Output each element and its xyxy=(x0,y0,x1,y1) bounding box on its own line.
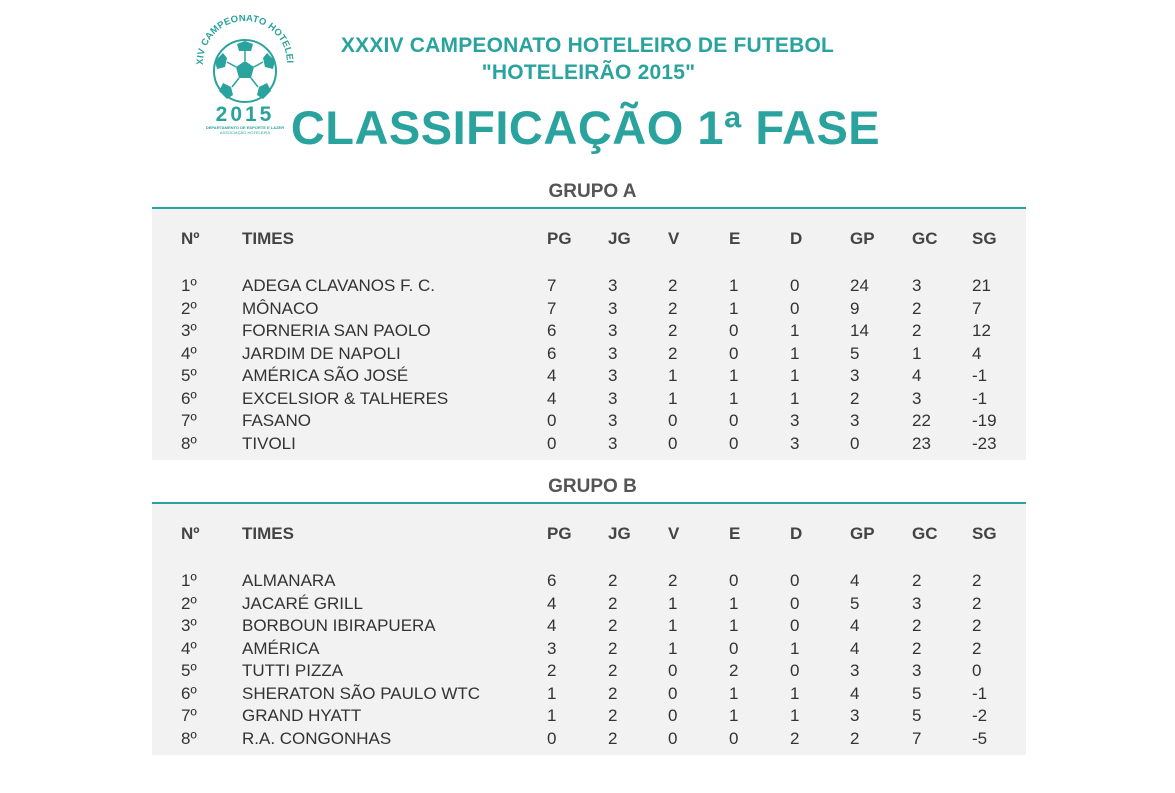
table-row xyxy=(152,389,1026,412)
cell-e: 1 xyxy=(729,366,739,385)
page-title: CLASSIFICAÇÃO 1ª FASE xyxy=(290,101,881,154)
cell-v: 0 xyxy=(668,728,678,748)
cell-gp: 24 xyxy=(850,276,869,295)
cell-gc: 22 xyxy=(912,411,931,430)
table-row xyxy=(152,661,1026,684)
cell-pg: 4 xyxy=(547,616,557,635)
cell-v: 2 xyxy=(668,298,678,318)
cell-v: 2 xyxy=(668,343,678,363)
cell-pg: 4 xyxy=(547,366,557,385)
col-header-pos: Nº xyxy=(181,229,200,248)
col-header-d: D xyxy=(790,229,803,248)
cell-pos: 1º xyxy=(181,571,197,590)
cell-team: FASANO xyxy=(242,411,311,430)
cell-sg: 2 xyxy=(972,593,982,613)
cell-team: ADEGA CLAVANOS F. C. xyxy=(242,276,436,295)
cell-d: 0 xyxy=(790,661,800,680)
col-header-e: E xyxy=(729,229,741,248)
cell-pg: 0 xyxy=(547,411,557,430)
group-b-rows xyxy=(152,571,1026,751)
cell-d: 1 xyxy=(790,388,800,408)
col-header-v: V xyxy=(668,229,680,248)
cell-gp: 2 xyxy=(850,388,860,408)
cell-pos: 4º xyxy=(181,638,197,658)
table-row xyxy=(152,276,1026,299)
cell-pg: 3 xyxy=(547,638,557,658)
cell-e: 0 xyxy=(729,343,739,363)
cell-sg: -19 xyxy=(972,411,997,430)
cell-jg: 2 xyxy=(608,661,618,680)
col-header-v: V xyxy=(668,524,680,543)
cell-d: 1 xyxy=(790,638,800,658)
cell-pos: 5º xyxy=(181,661,197,680)
cell-pg: 0 xyxy=(547,728,557,748)
cell-jg: 2 xyxy=(608,683,618,703)
col-header-team: TIMES xyxy=(242,524,294,543)
col-header-team: TIMES xyxy=(242,229,294,248)
cell-team: ALMANARA xyxy=(242,571,336,590)
cell-gc: 5 xyxy=(912,683,922,703)
cell-sg: 7 xyxy=(972,298,982,318)
cell-gc: 2 xyxy=(912,571,922,590)
cell-pos: 3º xyxy=(181,321,197,340)
cell-e: 0 xyxy=(729,571,739,590)
cell-gp: 0 xyxy=(850,433,860,453)
cell-pg: 0 xyxy=(547,433,557,453)
cell-d: 1 xyxy=(790,366,800,385)
cell-d: 1 xyxy=(790,683,800,703)
cell-v: 2 xyxy=(668,571,678,590)
cell-gp: 3 xyxy=(850,661,860,680)
cell-pos: 6º xyxy=(181,388,197,408)
cell-gp: 3 xyxy=(850,366,860,385)
cell-gp: 4 xyxy=(850,571,860,590)
col-header-sg: SG xyxy=(972,524,997,543)
cell-pg: 6 xyxy=(547,571,557,590)
cell-sg: 0 xyxy=(972,661,982,680)
cell-e: 0 xyxy=(729,638,739,658)
cell-team: FORNERIA SAN PAOLO xyxy=(242,321,431,340)
cell-jg: 2 xyxy=(608,728,618,748)
cell-d: 1 xyxy=(790,343,800,363)
col-header-gp: GP xyxy=(850,229,875,248)
cell-jg: 2 xyxy=(608,616,618,635)
cell-v: 1 xyxy=(668,366,678,385)
cell-d: 0 xyxy=(790,616,800,635)
cell-v: 0 xyxy=(668,411,678,430)
table-row xyxy=(152,411,1026,434)
cell-pg: 4 xyxy=(547,388,557,408)
cell-sg: 2 xyxy=(972,571,982,590)
col-header-sg: SG xyxy=(972,229,997,248)
cell-e: 0 xyxy=(729,411,739,430)
group-a-table xyxy=(152,207,1026,460)
group-a-rows xyxy=(152,276,1026,456)
cell-gp: 3 xyxy=(850,706,860,725)
cell-pos: 5º xyxy=(181,366,197,385)
cell-pg: 1 xyxy=(547,683,557,703)
cell-jg: 3 xyxy=(608,298,618,318)
group-b-title: GRUPO B xyxy=(548,476,637,497)
cell-gp: 5 xyxy=(850,343,860,363)
cell-jg: 3 xyxy=(608,343,618,363)
col-header-pos: Nº xyxy=(181,524,200,543)
cell-v: 2 xyxy=(668,321,678,340)
championship-title: XXXIV CAMPEONATO HOTELEIRO DE FUTEBOL xyxy=(340,34,835,57)
table-row xyxy=(152,616,1026,639)
cell-pg: 7 xyxy=(547,276,557,295)
cell-d: 1 xyxy=(790,706,800,725)
cell-sg: 2 xyxy=(972,638,982,658)
cell-pos: 8º xyxy=(181,433,197,453)
col-header-jg: JG xyxy=(608,229,631,248)
cell-team: AMÉRICA SÃO JOSÉ xyxy=(242,366,409,385)
cell-pos: 7º xyxy=(181,706,197,725)
cell-e: 1 xyxy=(729,593,739,613)
cell-v: 1 xyxy=(668,593,678,613)
cell-sg: 21 xyxy=(972,276,991,295)
cell-gc: 2 xyxy=(912,321,922,340)
cell-jg: 3 xyxy=(608,433,618,453)
cell-team: MÔNACO xyxy=(242,298,319,318)
cell-jg: 3 xyxy=(608,388,618,408)
cell-jg: 2 xyxy=(608,638,618,658)
table-row xyxy=(152,594,1026,617)
cell-e: 1 xyxy=(729,388,739,408)
cell-sg: -5 xyxy=(972,728,988,748)
cell-e: 1 xyxy=(729,706,739,725)
col-header-gc: GC xyxy=(912,229,938,248)
cell-v: 0 xyxy=(668,433,678,453)
cell-v: 0 xyxy=(668,683,678,703)
cell-gc: 2 xyxy=(912,298,922,318)
cell-pg: 2 xyxy=(547,661,557,680)
cell-e: 0 xyxy=(729,433,739,453)
championship-subtitle: "HOTELEIRÃO 2015" xyxy=(481,61,696,84)
cell-jg: 2 xyxy=(608,571,618,590)
cell-gp: 3 xyxy=(850,411,860,430)
table-row xyxy=(152,706,1026,729)
cell-gc: 4 xyxy=(912,366,922,385)
table-row xyxy=(152,684,1026,707)
cell-gp: 4 xyxy=(850,683,860,703)
cell-gp: 4 xyxy=(850,616,860,635)
cell-pos: 4º xyxy=(181,343,197,363)
cell-gc: 7 xyxy=(912,728,922,748)
cell-pos: 8º xyxy=(181,728,197,748)
cell-pg: 7 xyxy=(547,298,557,318)
table-header xyxy=(152,520,1026,550)
cell-d: 2 xyxy=(790,728,800,748)
col-header-jg: JG xyxy=(608,524,631,543)
cell-sg: 4 xyxy=(972,343,982,363)
cell-gp: 2 xyxy=(850,728,860,748)
cell-v: 0 xyxy=(668,661,678,680)
cell-gc: 3 xyxy=(912,593,922,613)
cell-jg: 2 xyxy=(608,593,618,613)
cell-team: BORBOUN IBIRAPUERA xyxy=(242,616,436,635)
cell-sg: -1 xyxy=(972,388,988,408)
cell-sg: 12 xyxy=(972,321,991,340)
cell-team: TUTTI PIZZA xyxy=(242,661,344,680)
logo-sub-line1: DEPARTAMENTO DE ESPORTE E LAZER xyxy=(205,125,285,130)
cell-jg: 3 xyxy=(608,411,618,430)
col-header-e: E xyxy=(729,524,741,543)
cell-team: EXCELSIOR & TALHERES xyxy=(242,388,449,408)
cell-pos: 3º xyxy=(181,616,197,635)
cell-v: 0 xyxy=(668,706,678,725)
cell-team: R.A. CONGONHAS xyxy=(242,728,392,748)
cell-jg: 3 xyxy=(608,276,618,295)
cell-gp: 14 xyxy=(850,321,869,340)
cell-team: JACARÉ GRILL xyxy=(242,593,363,613)
col-header-gc: GC xyxy=(912,524,938,543)
cell-gc: 3 xyxy=(912,388,922,408)
cell-gc: 2 xyxy=(912,638,922,658)
col-header-pg: PG xyxy=(547,229,572,248)
cell-pos: 2º xyxy=(181,593,197,613)
cell-jg: 3 xyxy=(608,321,618,340)
cell-sg: 2 xyxy=(972,616,982,635)
table-header xyxy=(152,225,1026,255)
cell-jg: 2 xyxy=(608,706,618,725)
cell-gc: 1 xyxy=(912,343,922,363)
cell-gp: 9 xyxy=(850,298,860,318)
cell-d: 3 xyxy=(790,433,800,453)
table-row xyxy=(152,729,1026,752)
cell-e: 0 xyxy=(729,321,739,340)
cell-team: AMÉRICA xyxy=(242,638,320,658)
table-row xyxy=(152,344,1026,367)
table-row xyxy=(152,321,1026,344)
cell-sg: -23 xyxy=(972,433,997,453)
cell-gc: 3 xyxy=(912,661,922,680)
cell-team: GRAND HYATT xyxy=(242,706,362,725)
cell-sg: -1 xyxy=(972,366,988,385)
cell-gc: 2 xyxy=(912,616,922,635)
cell-d: 1 xyxy=(790,321,800,340)
cell-e: 1 xyxy=(729,276,739,295)
table-row xyxy=(152,639,1026,662)
col-header-gp: GP xyxy=(850,524,875,543)
cell-v: 1 xyxy=(668,638,678,658)
cell-pg: 6 xyxy=(547,321,557,340)
logo-arc-text: XIV CAMPEONATO HOTELEI xyxy=(195,15,295,66)
cell-pos: 1º xyxy=(181,276,197,295)
cell-gc: 23 xyxy=(912,433,931,453)
logo-sub-line2: ASSOCIAÇÃO HOTELEIRA xyxy=(219,130,271,135)
table-row xyxy=(152,571,1026,594)
cell-pos: 2º xyxy=(181,298,197,318)
cell-d: 0 xyxy=(790,571,800,590)
cell-d: 3 xyxy=(790,411,800,430)
logo-year: 2015 xyxy=(215,103,275,126)
cell-e: 1 xyxy=(729,683,739,703)
table-row xyxy=(152,434,1026,457)
cell-pg: 6 xyxy=(547,343,557,363)
cell-v: 1 xyxy=(668,616,678,635)
cell-d: 0 xyxy=(790,298,800,318)
cell-v: 2 xyxy=(668,276,678,295)
col-header-pg: PG xyxy=(547,524,572,543)
group-a-title: GRUPO A xyxy=(548,181,637,202)
cell-team: JARDIM DE NAPOLI xyxy=(242,343,401,363)
cell-gc: 5 xyxy=(912,706,922,725)
cell-d: 0 xyxy=(790,276,800,295)
cell-gp: 4 xyxy=(850,638,860,658)
cell-e: 1 xyxy=(729,298,739,318)
cell-gp: 5 xyxy=(850,593,860,613)
cell-pos: 6º xyxy=(181,683,197,703)
cell-team: TIVOLI xyxy=(242,433,296,453)
table-row xyxy=(152,366,1026,389)
cell-jg: 3 xyxy=(608,366,618,385)
col-header-d: D xyxy=(790,524,803,543)
cell-pg: 4 xyxy=(547,593,557,613)
cell-e: 0 xyxy=(729,728,739,748)
cell-d: 0 xyxy=(790,593,800,613)
cell-sg: -1 xyxy=(972,683,988,703)
cell-pos: 7º xyxy=(181,411,197,430)
cell-e: 1 xyxy=(729,616,739,635)
cell-sg: -2 xyxy=(972,706,988,725)
cell-gc: 3 xyxy=(912,276,922,295)
table-row xyxy=(152,299,1026,322)
cell-v: 1 xyxy=(668,388,678,408)
cell-e: 2 xyxy=(729,661,739,680)
cell-team: SHERATON SÃO PAULO WTC xyxy=(242,683,481,703)
group-b-table xyxy=(152,502,1026,755)
cell-pg: 1 xyxy=(547,706,557,725)
